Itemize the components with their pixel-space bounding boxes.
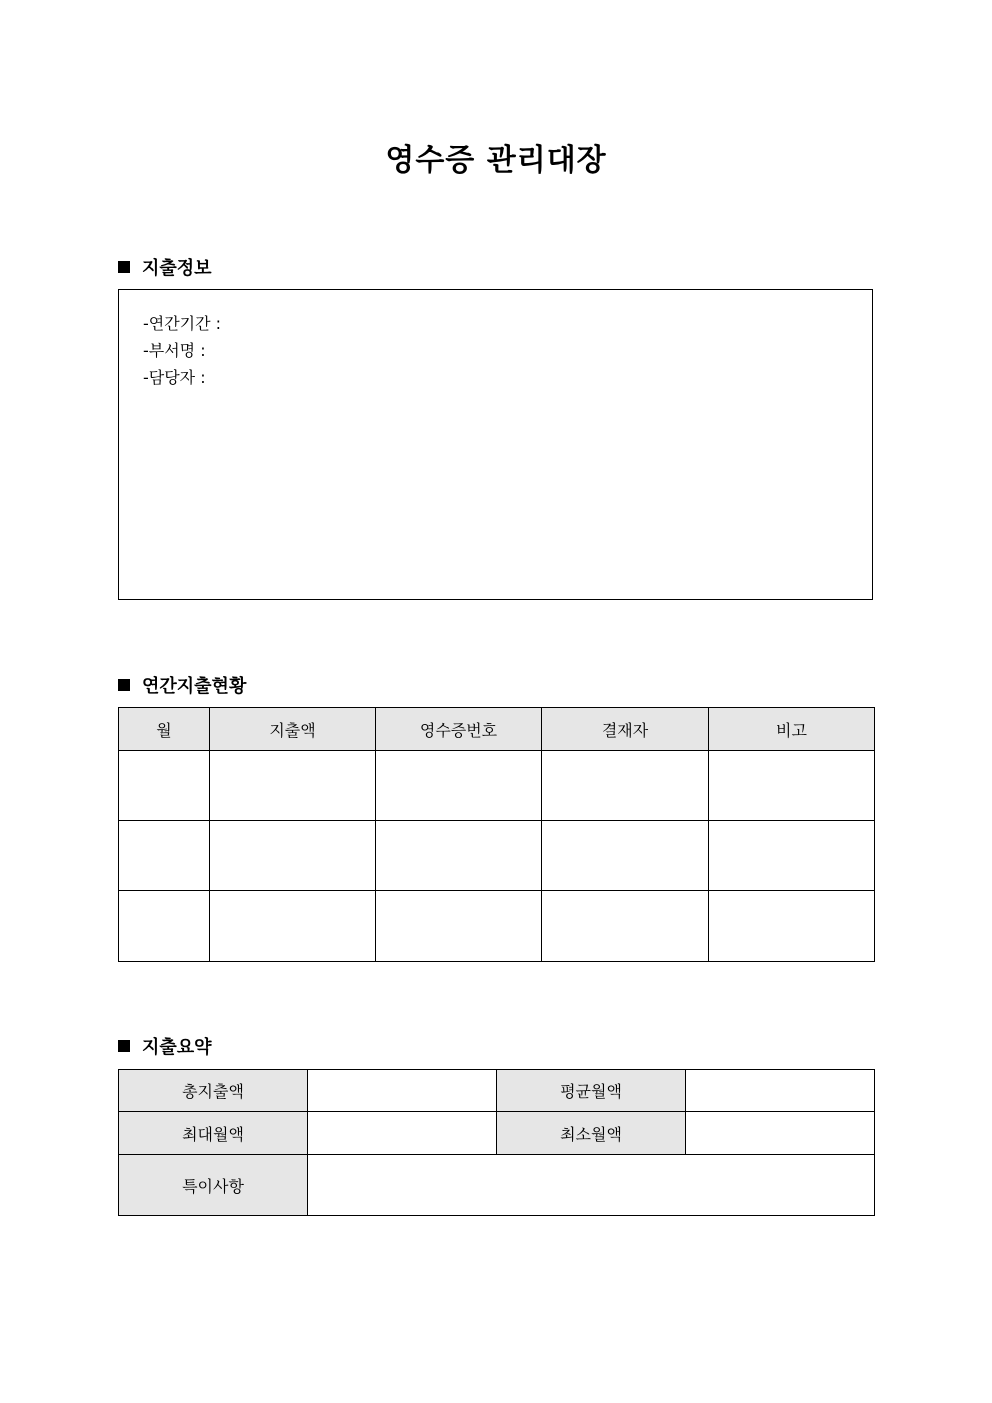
table-cell[interactable]	[709, 751, 875, 821]
notes-label: 특이사항	[119, 1155, 308, 1216]
expense-info-box[interactable]	[118, 289, 873, 600]
table-cell[interactable]	[119, 891, 210, 962]
table-cell[interactable]	[119, 821, 210, 891]
min-monthly-value[interactable]	[686, 1112, 875, 1155]
total-amount-value[interactable]	[308, 1070, 497, 1112]
summary-row	[119, 1155, 875, 1216]
max-monthly-label: 최대월액	[119, 1112, 308, 1155]
table-row	[119, 751, 875, 821]
annual-status-heading-label: 연간지출현황	[142, 676, 247, 697]
column-header-month: 월	[119, 708, 210, 751]
min-monthly-label: 최소월액	[497, 1112, 686, 1155]
table-cell[interactable]	[709, 821, 875, 891]
table-cell[interactable]	[376, 891, 542, 962]
summary-heading-label: 지출요약	[142, 1037, 212, 1058]
table-cell[interactable]	[210, 751, 376, 821]
table-cell[interactable]	[709, 891, 875, 962]
average-monthly-value[interactable]	[686, 1070, 875, 1112]
table-cell[interactable]	[542, 821, 709, 891]
page-title: 영수증 관리대장	[385, 143, 607, 178]
notes-value[interactable]	[308, 1155, 875, 1216]
summary-table	[118, 1069, 875, 1216]
table-cell[interactable]	[376, 821, 542, 891]
column-header-receipt-number: 영수증번호	[376, 708, 542, 751]
manager-line: -담당자 :	[143, 368, 206, 387]
summary-heading	[118, 1033, 212, 1059]
annual-status-heading	[118, 672, 246, 698]
table-row	[119, 821, 875, 891]
total-amount-label: 총지출액	[119, 1070, 308, 1112]
square-bullet-icon	[118, 261, 130, 273]
table-cell[interactable]	[542, 751, 709, 821]
square-bullet-icon	[118, 679, 130, 691]
average-monthly-label: 평균월액	[497, 1070, 686, 1112]
summary-row	[119, 1070, 875, 1112]
column-header-approver: 결재자	[542, 708, 709, 751]
table-header-row	[119, 708, 875, 751]
annual-status-table	[118, 707, 875, 962]
department-line: -부서명 :	[143, 341, 206, 360]
table-cell[interactable]	[210, 891, 376, 962]
table-cell[interactable]	[376, 751, 542, 821]
column-header-remarks: 비고	[709, 708, 875, 751]
summary-row	[119, 1112, 875, 1155]
period-line: -연간기간 :	[143, 314, 222, 333]
square-bullet-icon	[118, 1040, 130, 1052]
table-cell[interactable]	[119, 751, 210, 821]
expense-info-heading-label: 지출정보	[142, 258, 212, 279]
max-monthly-value[interactable]	[308, 1112, 497, 1155]
table-cell[interactable]	[542, 891, 709, 962]
table-row	[119, 891, 875, 962]
table-cell[interactable]	[210, 821, 376, 891]
expense-info-heading	[118, 254, 212, 280]
column-header-amount: 지출액	[210, 708, 376, 751]
